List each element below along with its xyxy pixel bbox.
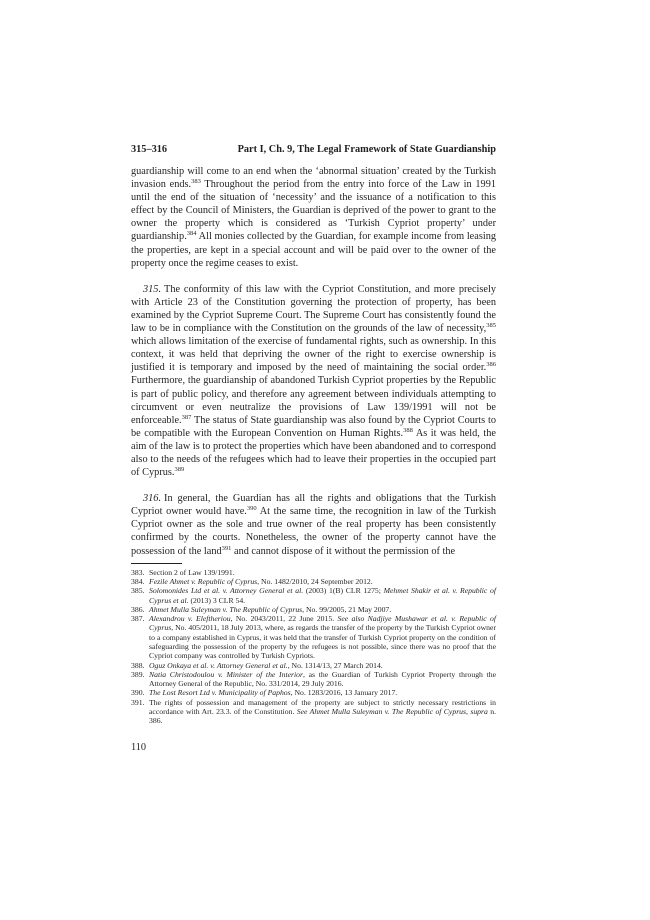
footnote-number: 388. [131, 660, 145, 670]
case-citation: Fezile Ahmet v. Republic of Cyprus [149, 576, 258, 586]
footnote-text [149, 698, 496, 726]
footnote-text [149, 614, 496, 660]
footnote-number: 390. [131, 688, 145, 698]
footnote-text [149, 568, 496, 577]
text-run: , No. 99/2005, 21 May 2007. [302, 604, 392, 614]
text-run: All monies collected by the Guardian, for example income from leasing the properties, are kept in a special account and will be paid over to the owner of the property once the regime ceases to exist. [131, 231, 496, 269]
footnote-text [149, 661, 496, 670]
footnote [131, 568, 496, 577]
footnote-text [149, 586, 496, 605]
text-run: (2013) 3 CLR 54. [188, 595, 246, 605]
case-citation: The Lost Resort Ltd v. Municipality of Paphos [149, 688, 291, 698]
footnote [131, 614, 496, 660]
footnote [131, 661, 496, 670]
case-citation: Solomonides Ltd et al. v. Attorney General et al. [149, 586, 304, 596]
footnote-number: 383. [131, 567, 145, 577]
case-citation: Oguz Onkaya et al. v. Attorney General et al. [149, 660, 288, 670]
footnote-reference: 390 [246, 505, 257, 513]
text-run: The status of State guardianship was also found by the Cypriot Courts to be compatible with the European Convention on Human Rights. [131, 414, 496, 439]
case-citation: Alexandrou v. Eleftheriou [149, 614, 231, 624]
book-page [131, 143, 496, 755]
footnote-reference: 387 [181, 413, 192, 421]
text-run: , as the Guardian of Turkish Cypriot Property through the Attorney General of the Republic, No. 331/2014, 29 July 2016. [149, 669, 496, 689]
text-run: Throughout the period from the entry into force of the Law in 1991 until the end of the situation of ‘necessity’ and the issuance of a notification to this effect by the Council of Ministers, the Guardian is deprived of the power to grant to the owner the property which is considered as ‘Turkish Cypriot property’ under guardianship. [131, 179, 496, 243]
footnote-reference: 384 [186, 230, 197, 238]
text-run: Section 2 of Law 139/1991. [149, 567, 235, 577]
footnote-text [149, 688, 496, 697]
footnote-reference: 388 [403, 426, 413, 434]
case-citation: supra [470, 707, 488, 717]
footnote-text [149, 670, 496, 689]
footnotes [131, 568, 496, 726]
text-run: , No. 1314/13, 27 March 2014. [287, 660, 383, 670]
paragraph-number: 315. [143, 283, 162, 295]
case-citation: Ahmet Mulla Suleyman v. The Republic of Cyprus [149, 604, 303, 614]
text-run: which allows limitation of the exercise of fundamental rights, such as ownership. In this context, it was held that depriving the owner of the right to exercise ownership is justified it is temporary and imposed by the need of maintaining the social order. [131, 336, 496, 374]
footnote-text [149, 605, 496, 614]
chapter-title: Part I, Ch. 9, The Legal Framework of State Guardianship [237, 144, 496, 155]
case-citation: Mehmet Shakir et al. v. Republic of Cyprus et al. [149, 586, 496, 605]
text-run: , No. 1482/2010, 24 September 2012. [257, 576, 373, 586]
footnote-reference: 386 [486, 361, 496, 369]
running-head [131, 143, 496, 157]
footnote-reference: 389 [174, 466, 185, 474]
footnote-number: 387. [131, 614, 145, 624]
text-run: At the same time, the recognition in law of the Turkish Cypriot owner as the sole and true owner of the real property has been consistently confirmed by the courts. Nonetheless, the owner of the property cannot have the possession of the land [131, 506, 496, 557]
footnote-reference: 383 [191, 178, 201, 186]
case-citation: Natia Christodoulou v. Minister of the Interior [149, 669, 303, 679]
body-text [131, 165, 496, 558]
paragraph [131, 165, 496, 270]
case-citation: See Ahmet Mulla Suleyman v. The Republic of Cyprus [296, 707, 467, 717]
paragraph-range: 315–316 [131, 144, 168, 155]
text-run: , No. 2043/2011, 22 June 2015. [230, 614, 338, 624]
text-run: As it was held, the aim of the law is to protect the properties which have been abandoned and to correspond also to the needs of the refugees which had to leave their properties in the occupied part of Cyprus. [131, 427, 496, 479]
footnote [131, 577, 496, 586]
footnote-divider [131, 563, 182, 564]
paragraph [131, 492, 496, 557]
text-run: The rights of possession and management of the property are subject to strictly necessary restrictions in accordance with Art. 23.3. of the Constitution. [149, 697, 496, 717]
footnote [131, 688, 496, 697]
page-number: 110 [131, 741, 147, 753]
footnote-number: 385. [131, 586, 145, 596]
case-citation: See also Nadjiye Mushawar et al. v. Republic of Cyprus [149, 614, 496, 633]
footnote-number: 391. [131, 697, 145, 707]
text-run: (2003) 1(B) CLR 1275; [303, 586, 384, 596]
footnote-text [149, 577, 496, 586]
text-run: , [466, 707, 471, 717]
text-run: guardianship will come to an end when the ‘abnormal situation’ created by the Turkish invasion ends. [131, 166, 496, 191]
footnote [131, 586, 496, 605]
text-run: and cannot dispose of it without the permission of the [231, 545, 456, 557]
text-run: Furthermore, the guardianship of abandoned Turkish Cypriot properties by the Republic is part of public policy, and therefore any agreement between individuals attempting to circumvent or even neutralize the provisions of Law 139/1991 will not be enforceable. [131, 375, 496, 426]
footnote-number: 384. [131, 576, 145, 586]
paragraph-number: 316. [143, 493, 162, 505]
text-run: The conformity of this law with the Cypriot Constitution, and more precisely with Article 23 of the Constitution governing the protection of property, has been examined by the Cypriot Supreme Court. The Supreme Court has consistently found the law to be in compliance with the Constitution on the grounds of the law of necessity, [131, 283, 496, 335]
footnote [131, 698, 496, 726]
footnote [131, 670, 496, 689]
text-run: , No. 405/2011, 18 July 2013, where, as regards the transfer of the property by the Turkish Cypriot owner to a company established in Cyprus, it was held that the transfer of Turkish Cypriot property on the condition of safeguarding the possession of the property by the refugees is not possible, since there was no proof that the Cypriot company was controlled by Turkish Cypriots. [149, 623, 496, 661]
text-run: n. 386. [149, 707, 497, 726]
footnote-number: 386. [131, 604, 145, 614]
footnote [131, 605, 496, 614]
text-run: In general, the Guardian has all the rights and obligations that the Turkish Cypriot owner would have. [131, 493, 496, 518]
footnote-reference: 385 [486, 322, 496, 330]
text-run: , No. 1283/2016, 13 January 2017. [290, 688, 398, 698]
paragraph [131, 283, 496, 479]
footnote-number: 389. [131, 669, 145, 679]
footnote-reference: 391 [221, 544, 232, 552]
